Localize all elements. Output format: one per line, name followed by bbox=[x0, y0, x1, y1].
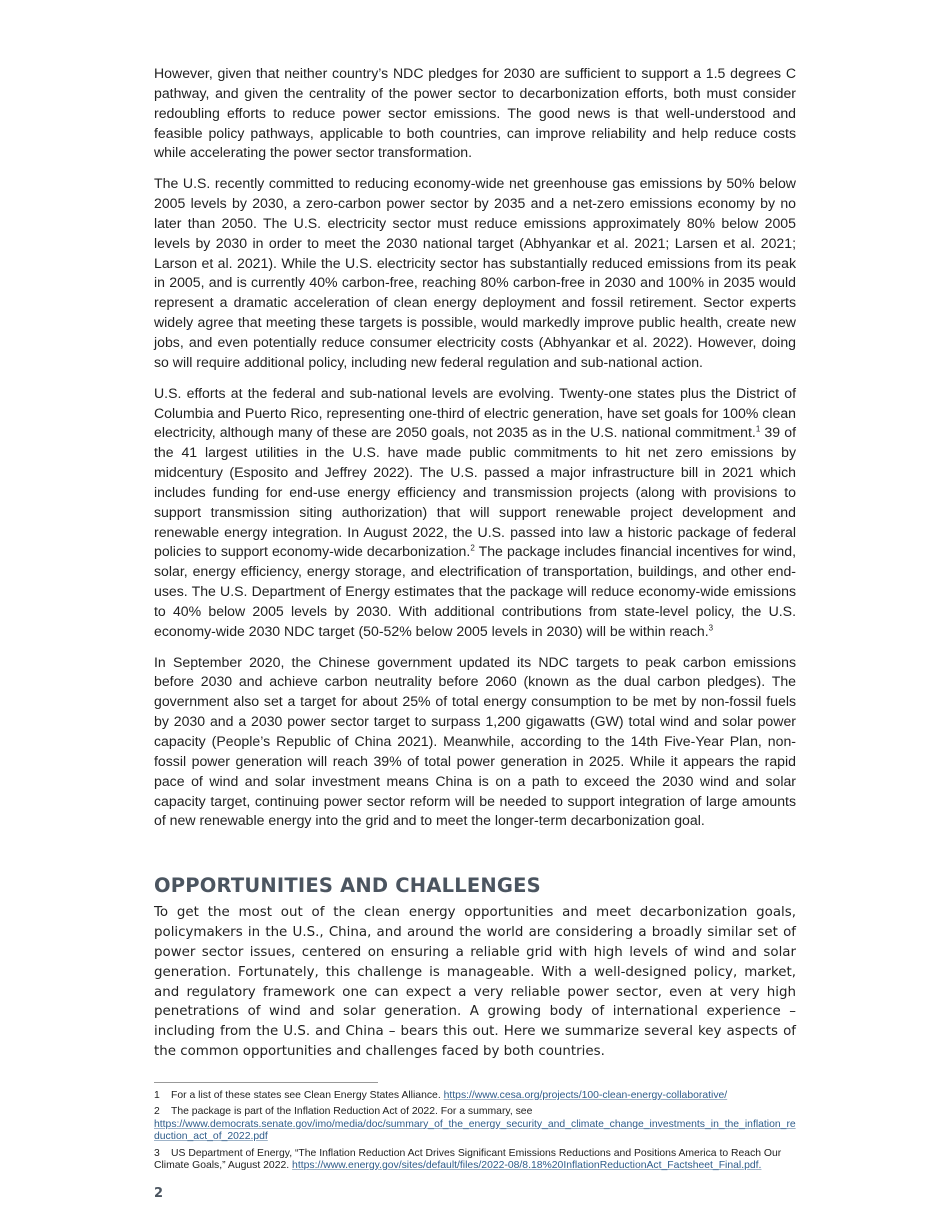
page-body bbox=[154, 64, 796, 1062]
footnote-ref[interactable]: 3 bbox=[708, 623, 714, 633]
footnote-3 bbox=[154, 1148, 796, 1173]
footnote-link[interactable]: https://www.cesa.org/projects/100-clean-energy-collaborative/ bbox=[443, 1090, 728, 1101]
footnote-text: The package is part of the Inflation Reduction Act of 2022. For a summary, see bbox=[171, 1106, 533, 1118]
page-number: 2 bbox=[154, 1186, 164, 1201]
footnote-ref[interactable]: 1 bbox=[755, 424, 761, 434]
footnote-link[interactable]: https://www.democrats.senate.gov/imo/media/doc/summary_of_the_energy_security_and_climate_change_investments_in_the_inflation_reduction_act_of_2022.pdf bbox=[154, 1118, 796, 1143]
footnotes bbox=[154, 1090, 796, 1176]
footnote-link[interactable]: https://www.energy.gov/sites/default/files/2022-08/8.18%20InflationReductionAct_Factsheet_Final.pdf. bbox=[292, 1160, 762, 1172]
paragraph-us-efforts bbox=[154, 384, 796, 642]
footnote-number: 2 bbox=[154, 1106, 160, 1118]
footnote-divider bbox=[154, 1082, 378, 1083]
footnote-ref[interactable]: 2 bbox=[470, 543, 475, 553]
section-intro: To get the most out of the clean energy opportunities and meet decarbonization goals, policymakers in the U.S., China, and around the world are considering a broadly similar set of power sector issues, centered on ensuring a reliable grid with high levels of wind and solar generation. Fortunately, this challenge is manageable. With a well-designed policy, market, and regulatory framework one can expect a very reliable power sector, even at very high penetrations of wind and solar generation. A growing body of international experience – including from the U.S. and China – bears this out. Here we summarize several key aspects of the common opportunities and challenges faced by both countries. bbox=[154, 905, 796, 1060]
paragraph-china-ndc: In September 2020, the Chinese government updated its NDC targets to peak carbon emissions before 2030 and achieve carbon neutrality before 2060 (known as the dual carbon pledges). The government also set a target for about 25% of total energy consumption to be met by non-fossil fuels by 2030 and a 2030 power sector target to surpass 1,200 gigawatts (GW) total wind and solar power capacity (People’s Republic of China 2021). Meanwhile, according to the 14th Five-Year Plan, non-fossil power generation will reach 39% of total power generation in 2025. While it appears the rapid pace of wind and solar investment means China is on a path to exceed the 2030 wind and solar capacity target, continuing power sector reform will be needed to support integration of large amounts of new renewable energy into the grid and to meet the longer-term decarbonization goal. bbox=[154, 653, 796, 829]
paragraph-text: U.S. efforts at the federal and sub-national levels are evolving. Twenty-one states plus the District of Columbia and Puerto Rico, representing one-third of electric generation, have set goals for 100% clean electricity, although many of these are 2050 goals, not 2035 as in the U.S. national commitment. bbox=[154, 384, 796, 441]
footnote-number: 1 bbox=[154, 1090, 160, 1101]
footnote-text: US Department of Energy, “The Inflation Reduction Act Drives Significant Emissions Reductions and Positions America to Reach Our Climate Goals,” August 2022. bbox=[154, 1147, 782, 1172]
footnote-2 bbox=[154, 1106, 796, 1143]
section-heading: OPPORTUNITIES AND CHALLENGES bbox=[154, 874, 541, 898]
paragraph-ndc-pledges: However, given that neither country’s NDC pledges for 2030 are sufficient to support a 1.5 degrees C pathway, and given the centrality of the power sector to decarbonization efforts, both must consider redoubling efforts to reduce power sector emissions. The good news is that well-understood and feasible policy pathways, applicable to both countries, can improve reliability and help reduce costs while accelerating the power sector transformation. bbox=[154, 65, 796, 161]
paragraph-text: 39 of the 41 largest utilities in the U.S. have made public commitments to hit net zero emissions by midcentury (Esposito and Jeffrey 2022). The U.S. passed a major infrastructure bill in 2021 which includes funding for end-use energy efficiency and transmission projects (along with provisions to support transmission siting authorization) that will support renewable project development and renewable energy integration. In August 2022, the U.S. passed into law a historic package of federal policies to support economy-wide decarbonization. bbox=[154, 424, 796, 560]
paragraph-text: The package includes financial incentives for wind, solar, energy efficiency, energy storage, and electrification of transportation, buildings, and other end-uses. The U.S. Department of Energy estimates that the package will reduce economy-wide emissions to 40% below 2005 levels by 2030. With additional contributions from state-level policy, the U.S. economy-wide 2030 NDC target (50-52% below 2005 levels in 2030) will be within reach. bbox=[154, 543, 796, 639]
footnote-number: 3 bbox=[154, 1147, 160, 1159]
footnote-text: For a list of these states see Clean Energy States Alliance. bbox=[171, 1090, 444, 1101]
footnote-1 bbox=[154, 1090, 796, 1102]
paragraph-us-commitment: The U.S. recently committed to reducing economy-wide net greenhouse gas emissions by 50% below 2005 levels by 2030, a zero-carbon power sector by 2035 and a net-zero emissions economy by no later than 2050. The U.S. electricity sector must reduce emissions approximately 80% below 2005 levels by 2030 in order to meet the 2030 national target (Abhyankar et al. 2021; Larsen et al. 2021; Larson et al. 2021). While the U.S. electricity sector has substantially reduced emissions from its peak in 2005, and is currently 40% carbon-free, reaching 80% carbon-free in 2030 and 100% in 2035 would represent a dramatic acceleration of clean energy deployment and fossil retirement. Sector experts widely agree that meeting these targets is possible, would markedly improve public health, create new jobs, and even potentially reduce consumer electricity costs (Abhyankar et al. 2022). However, doing so will require additional policy, including new federal regulation and sub-national action. bbox=[154, 175, 796, 370]
